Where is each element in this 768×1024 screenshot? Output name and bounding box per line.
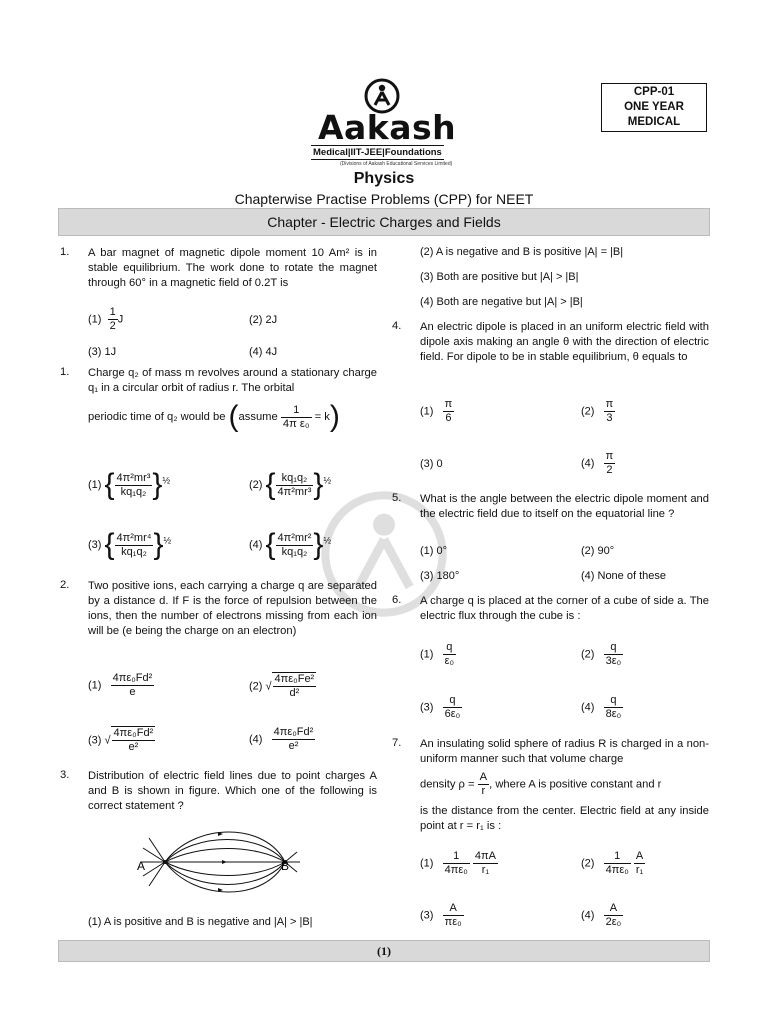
numerator: 4π²mr⁴ [116,531,152,544]
brace: } [313,468,324,501]
fraction [478,771,489,798]
series-title: Chapterwise Practise Problems (CPP) for NEET [234,191,534,207]
fraction [473,850,498,877]
option-1 [88,306,123,333]
numerator: 4π²mr² [277,531,312,544]
brace: { [104,468,115,501]
option-2: (2) 2J [249,314,278,326]
option-label: (2) [581,857,595,870]
option-label: (2) [249,680,263,693]
brace: { [265,528,276,561]
option-3: (3) √ $\frac{\text{4πε₀Fd²}}{\text{e²}}$ [88,727,154,753]
question-number: 4. [392,320,402,332]
option-3: (3) Both are positive but |A| > |B| [420,271,579,283]
denominator: ε₀ [444,655,455,667]
option-label: (3) [420,701,434,714]
question-number: 1. [60,366,70,378]
option-2 [249,470,331,500]
option-3: (3) 180° [420,570,460,582]
option-label: (4) [249,733,263,746]
fraction [115,532,154,559]
question-text: An insulating solid sphere of radius R is charged in a non-uniform manner such that volume charge [420,738,709,765]
numerator: 1 [443,850,470,864]
denominator: 4πε₀ [605,864,629,876]
option-1 [88,470,170,500]
denominator: r₁ [635,864,644,876]
brace: { [265,468,276,501]
option-label: (4) [249,538,263,551]
denominator: kq₁q₂ [281,545,308,558]
fraction [604,850,631,877]
fraction [443,398,455,425]
denominator: 4πε₀ [444,864,468,876]
question-number: 7. [392,737,402,749]
exponent: ½ [163,535,172,546]
question-text-cont [420,771,661,798]
cpp-code: CPP-01 [633,86,675,98]
numerator: q [443,641,456,655]
fraction [273,673,317,700]
page-number-bar: (1) [58,940,710,962]
question-text: Distribution of electric field lines due to point charges A and B is shown in figure. Which one of the following is correct statement ? [88,770,377,812]
text-line: , where A is positive constant and r [489,778,662,791]
option-3 [88,530,171,560]
option-label: (4) [581,909,595,922]
option-4: (4) 4J [249,346,278,358]
fraction [112,727,156,754]
denominator: πε₀ [444,916,462,928]
denominator: 8ε₀ [605,708,622,720]
option-label: (1) [420,857,434,870]
numerator: q [604,641,624,655]
denominator: r [481,785,486,797]
fraction [281,404,312,431]
question-text: A charge q is placed at the corner of a cube of side a. The electric flux through the cube is : [420,595,709,622]
cpp-course: ONE YEAR [624,101,684,113]
question-number: 2. [60,579,70,591]
numerator: π [444,398,453,410]
brace: { [104,528,115,561]
question-number: 3. [60,769,70,781]
option-label: (4) [581,457,595,470]
numerator: 4πε₀Fd² [112,672,153,684]
fraction [443,902,464,929]
numerator: 1 [281,404,312,418]
cpp-label-box [601,83,707,132]
numerator: A [443,902,464,916]
numerator: A [479,771,488,783]
option-1 [420,398,454,425]
option-label: (3) [88,734,102,747]
option-4 [581,694,623,721]
option-1: (1) A is positive and B is negative and |A| > |B| [88,916,313,928]
chapter-bar: Chapter - Electric Charges and Fields [58,208,710,236]
denominator: 4π²mr³ [277,485,312,498]
option-label: (2) [581,405,595,418]
fraction [111,672,155,699]
numerator: A [634,850,645,864]
option-2 [581,398,615,425]
brace: } [313,528,324,561]
subject-title: Physics [353,170,415,187]
question-text: Two positive ions, each carrying a charge q are separated by a distance d. If F is the force of repulsion between the ions, then the number of electrons missing from each ion will be (e being the charge on an electron) [88,580,377,637]
option-2: (2) 90° [581,545,615,557]
equals-k: = k [314,410,330,423]
exponent: ½ [323,475,332,486]
denominator: 6ε₀ [444,708,461,720]
option-3: (3) 0 [420,458,443,470]
fraction [276,472,314,499]
option-label: (4) [581,701,595,714]
option-label: (1) [420,648,434,661]
option-label: (3) [420,909,434,922]
field-lines-diagram [135,826,310,898]
option-label: (2) [249,478,263,491]
option-3 [420,902,464,929]
option-4 [249,726,315,753]
denominator: 2ε₀ [605,916,622,928]
fraction [604,450,616,477]
denominator: kq₁q₂ [121,545,147,558]
option-label: (1) [88,313,102,326]
fraction [604,641,624,668]
denominator: 3 [606,412,613,424]
numerator: 4πε₀Fd² [273,726,314,738]
numerator: 1 [109,306,116,318]
question-number: 5. [392,492,402,504]
fraction [443,850,470,877]
numerator: 4πε₀Fe² [274,673,315,685]
exponent: ½ [323,535,332,546]
denominator: 6 [445,412,452,424]
option-1 [420,641,456,668]
numerator: π [605,450,614,462]
denominator: 2 [606,464,613,476]
numerator: q [604,694,624,708]
numerator: 1 [604,850,631,864]
option-2 [581,641,623,668]
option-1: (1) 0° [420,545,448,557]
paren: ( [228,400,239,433]
denominator: e² [128,741,139,753]
text-line: density ρ = [420,778,475,791]
denominator: r₁ [481,864,490,876]
question-text: Charge q₂ of mass m revolves around a stationary charge q₁ in a circular orbit of radius r. The orbital [88,367,377,394]
brand-subline: (Divisions of Aakash Educational Services Limited) [340,161,453,167]
question-number: 6. [392,594,402,606]
sqrt [111,726,156,754]
sqrt [272,672,317,700]
fraction [115,472,153,499]
exponent: ½ [162,475,171,486]
option-label: (3) [88,538,102,551]
numerator: π [605,398,614,410]
charge-b-label: B [281,859,290,873]
question-text: An electric dipole is placed in an uniform electric field with dipole axis making an angle θ with the direction of electric field. For dipole to be in stable equilibrium, θ equals to [420,321,709,363]
option-label: (1) [420,405,434,418]
option-4 [581,902,623,929]
option-4 [581,450,615,477]
assume-label: assume [238,410,278,423]
option-2: (2) √ $\frac{\text{4πε₀Fe²}}{\text{d²}}$ [249,673,315,699]
denominator: 2 [109,320,116,332]
option-4 [249,530,331,560]
option-4: (4) None of these [581,570,666,582]
option-label: (2) [581,648,595,661]
option-3: (3) 1J [88,346,117,358]
numerator: 4πA [474,850,496,862]
brand-tagline: Medical|IIT-JEE|Foundations [313,147,442,158]
text-line: periodic time of q₂ would be [88,410,226,423]
question-text: A bar magnet of magnetic dipole moment 10 Am² is in stable equilibrium. The work done to rotate the magnet through 60° in a magnetic field of 0.2T is [88,247,377,289]
option-label: (1) [88,478,102,491]
option-4: (4) Both are negative but |A| > |B| [420,296,583,308]
fraction [634,850,645,877]
denominator: kq₁q₂ [120,485,147,498]
brace: } [153,528,164,561]
option-2 [581,850,645,877]
option-2: (2) A is negative and B is positive |A| = |B| [420,246,624,258]
charge-a-label: A [137,859,146,873]
option-3 [420,694,462,721]
brace: } [152,468,163,501]
denominator: 4π ε₀ [282,417,310,430]
question-text: What is the angle between the electric dipole moment and the electric field due to itself on the equatorial line ? [420,493,709,520]
denominator: d² [289,687,300,699]
unit: J [117,313,124,326]
fraction [604,902,624,929]
option-1 [88,672,154,699]
denominator: 3ε₀ [605,655,622,667]
fraction [443,641,456,668]
fraction [108,306,118,333]
option-label: (1) [88,679,102,692]
brand-name: Aakash [318,108,457,147]
fraction [443,694,463,721]
question-text-cont [88,402,340,432]
option-1 [420,850,498,877]
denominator: e² [288,740,299,752]
fraction [604,398,616,425]
numerator: A [604,902,624,916]
cpp-stream: MEDICAL [627,116,681,128]
numerator: 4πε₀Fd² [113,727,154,739]
numerator: kq₁q₂ [276,472,314,486]
question-text-cont: is the distance from the center. Electric field at any inside point at r = r₁ is : [420,805,709,832]
fraction [604,694,624,721]
denominator: e [129,686,136,698]
paren: ) [329,400,340,433]
numerator: 4π²mr³ [116,471,151,484]
fraction [272,726,316,753]
fraction [276,532,314,559]
question-number: 1. [60,246,70,258]
numerator: q [443,694,463,708]
